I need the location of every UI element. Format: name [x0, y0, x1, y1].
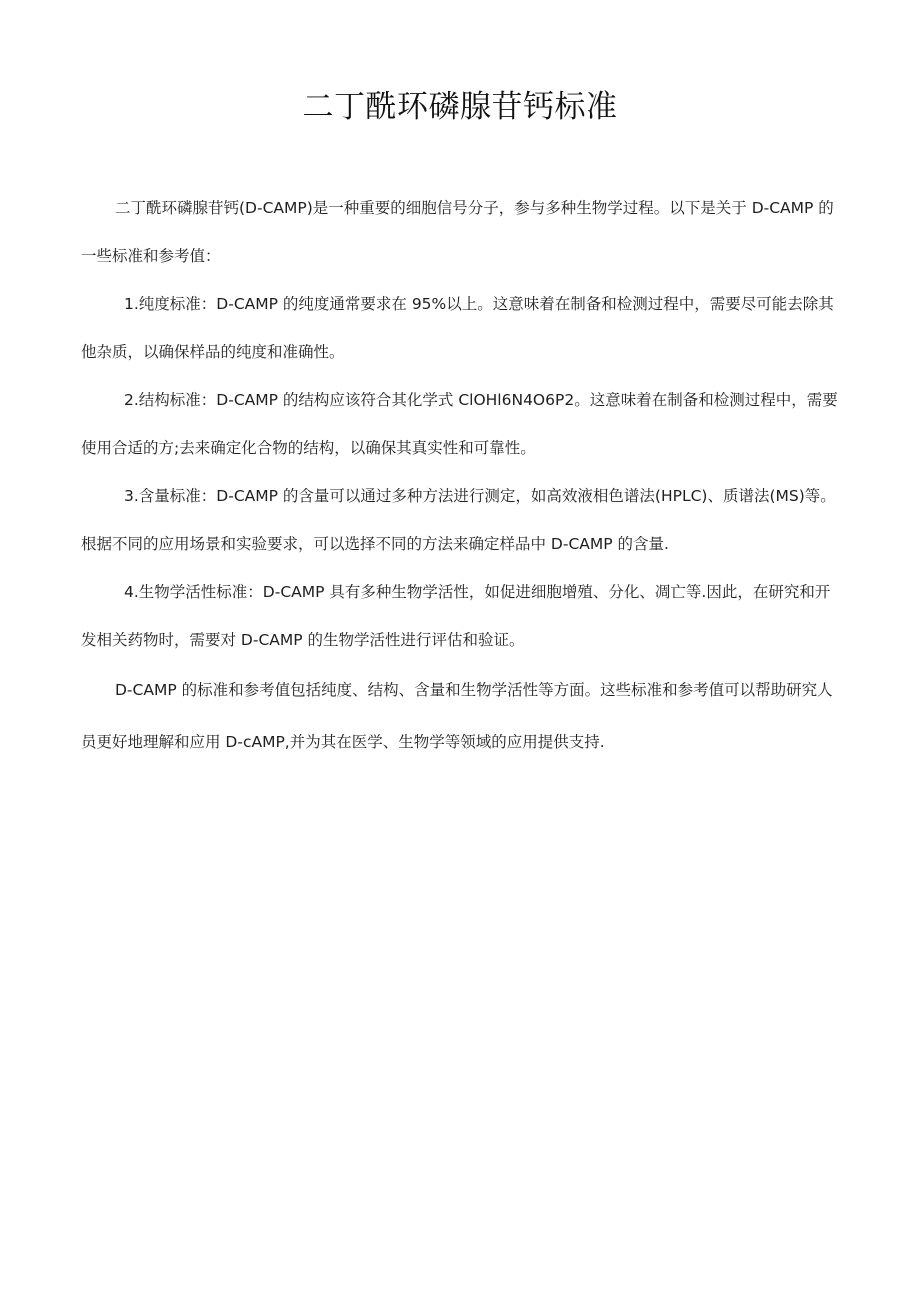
- purity-standard-paragraph: 1.纯度标准：D-CAMP 的纯度通常要求在 95%以上。这意味着在制备和检测过程中，需要尽可能去除其他杂质，以确保样品的纯度和准确性。: [81, 295, 834, 361]
- document-body: [81, 184, 841, 768]
- intro-paragraph: 二丁酰环磷腺苷钙(D-CAMP)是一种重要的细胞信号分子，参与多种生物学过程。以下是关于 D-CAMP 的一些标准和参考值：: [81, 199, 834, 265]
- content-standard-paragraph: 3.含量标准：D-CAMP 的含量可以通过多种方法进行测定，如高效液相色谱法(HPLC)、质谱法(MS)等。根据不同的应用场景和实验要求，可以选择不同的方法来确定样品中 D-CAMP 的含量.: [81, 487, 836, 553]
- closing-paragraph: D-CAMP 的标准和参考值包括纯度、结构、含量和生物学活性等方面。这些标准和参考值可以帮助研究人员更好地理解和应用 D-cAMP,并为其在医学、生物学等领域的应用提供支持.: [81, 681, 833, 751]
- document-title: 二丁酰环磷腺苷钙标准: [302, 89, 618, 125]
- bioactivity-standard-paragraph: 4.生物学活性标准：D-CAMP 具有多种生物学活性，如促进细胞增殖、分化、凋亡等.因此，在研究和开发相关药物时，需要对 D-CAMP 的生物学活性进行评估和验证。: [81, 583, 831, 649]
- structure-standard-paragraph: 2.结构标准：D-CAMP 的结构应该符合其化学式 ClOHl6N4O6P2。这意味着在制备和检测过程中，需要使用合适的方;去来确定化合物的结构，以确保其真实性和可靠性。: [81, 391, 838, 457]
